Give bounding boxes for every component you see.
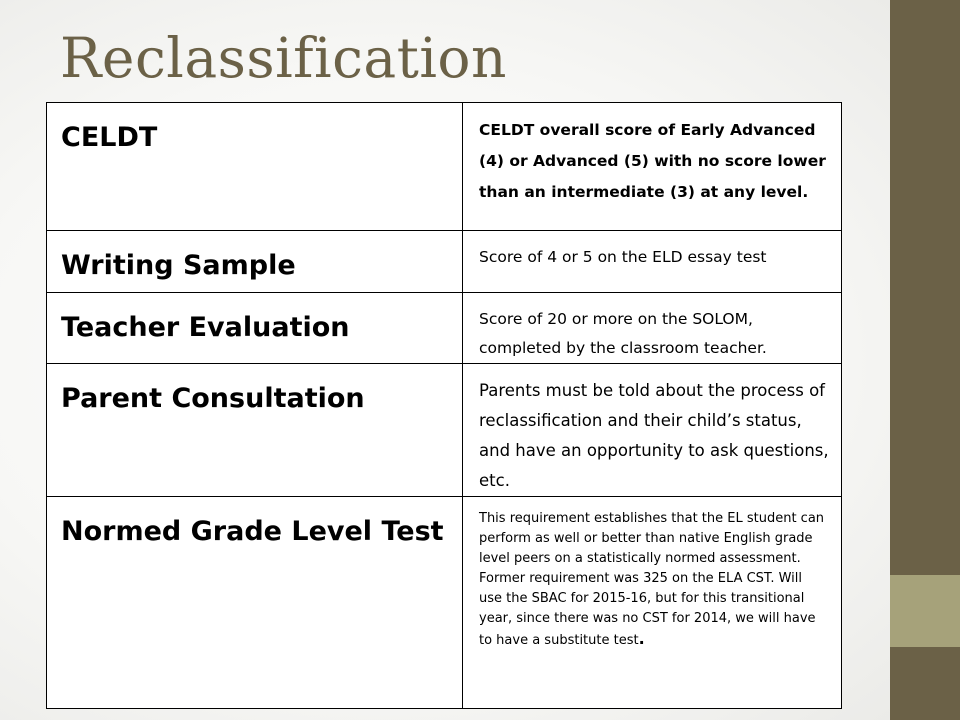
table-row: [47, 497, 842, 709]
criterion-label: Writing Sample: [47, 231, 463, 293]
criterion-description: Score of 4 or 5 on the ELD essay test: [463, 231, 842, 293]
table-row: [47, 103, 842, 231]
criterion-description: CELDT overall score of Early Advanced (4) or Advanced (5) with no score lower than an intermediate (3) at any level.: [463, 103, 842, 231]
criterion-description: Parents must be told about the process of reclassification and their child’s status, and have an opportunity to ask questions, etc.: [463, 364, 842, 497]
criterion-description-end: .: [638, 629, 645, 648]
table-row: [47, 231, 842, 293]
criterion-description-text: This requirement establishes that the EL student can perform as well or better than native English grade level peers on a statistically normed assessment. Former requirement was 325 on the ELA CST. Will use the SBAC for 2015-16, but for this transitional year, since there was no CST for 2014, we will have to have a substitute test: [479, 511, 825, 648]
criterion-label: Normed Grade Level Test: [47, 497, 463, 709]
criterion-label: Parent Consultation: [47, 364, 463, 497]
slide-title: Reclassification: [60, 26, 507, 90]
table-row: [47, 293, 842, 364]
criterion-label: Teacher Evaluation: [47, 293, 463, 364]
side-accent: [890, 575, 960, 647]
criterion-label: CELDT: [47, 103, 463, 231]
table-row: [47, 364, 842, 497]
criterion-description: [463, 497, 842, 709]
reclassification-criteria-table: [46, 102, 842, 709]
criterion-description: Score of 20 or more on the SOLOM, completed by the classroom teacher.: [463, 293, 842, 364]
